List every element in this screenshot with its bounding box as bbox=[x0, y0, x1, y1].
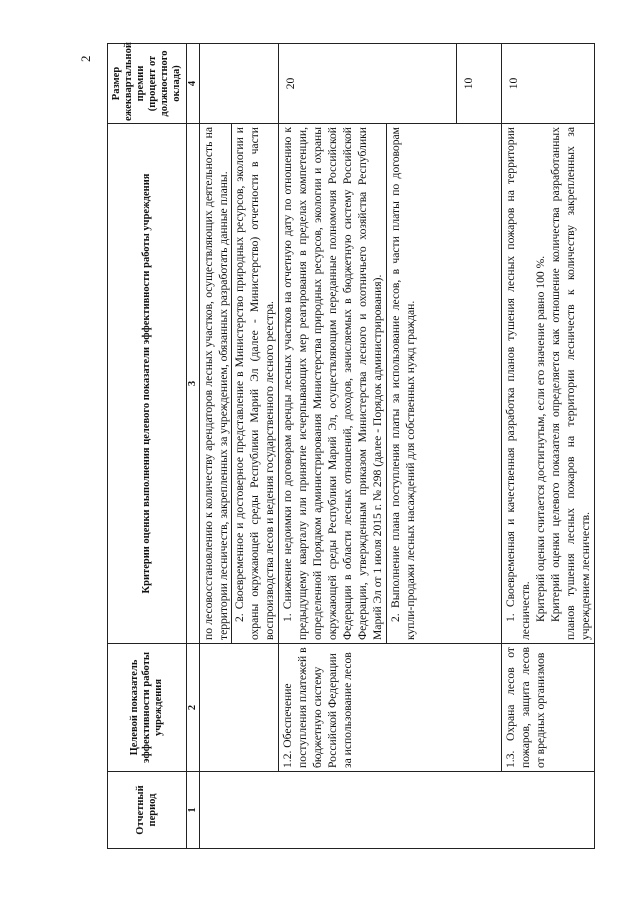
page-number: 2 bbox=[78, 55, 93, 62]
indicator-cell bbox=[200, 644, 279, 772]
criteria-cell bbox=[279, 124, 502, 644]
criteria-cell bbox=[200, 124, 279, 644]
period-cell bbox=[200, 772, 595, 849]
size-value: 10 bbox=[456, 44, 501, 123]
criteria-text: Критерий оценки считается достигнутым, если его значение равно 100 %. bbox=[534, 255, 547, 622]
criteria-cell bbox=[502, 124, 595, 644]
table-row bbox=[502, 44, 595, 849]
header-size: Размер ежеквартальной премии (процент от должностного оклада) bbox=[108, 44, 187, 124]
criteria-subcell bbox=[231, 124, 277, 643]
size-cell bbox=[279, 44, 502, 124]
rotated-table-container bbox=[107, 42, 592, 849]
criteria-table bbox=[107, 43, 595, 849]
indicator-cell: 1.2. Обеспечение поступления платежей в бюджетную систему Российской Федерации за использование лесов bbox=[279, 644, 502, 772]
criteria-text: 2. Выполнение плана поступления платы за использование лесов, в части платы по договорам купли-продажи лесных насаждений для собственных нужд граждан. bbox=[389, 127, 417, 640]
header-row bbox=[108, 44, 187, 849]
criteria-text: Критерий оценки целевого показателя определяется как отношение количества разработанных планов тушения лесных пожаров на территории лесничеств к количеству закрепленных за учреждением лесничеств. bbox=[549, 127, 592, 640]
col-number-4: 4 bbox=[187, 44, 200, 124]
col-number-3: 3 bbox=[187, 124, 200, 644]
criteria-text: 1. Снижение недоимки по договорам аренды лесных участков на отчетную дату по отношению к предыдущему кварталу или принятие исчерпывающих мер реагирования в пределах компетенции, определенной Порядком администрирования Министерства природных ресурсов, экологии и охраны окружающей среды Республики Марий Эл, осуществляющим переданные полномочия Российской Федерации в области лесных отношений, доходов, зачисляемых в бюджетную систему Российской Федерации, утвержденным приказом Министерства лесного и охотничьего хозяйства Республики Марий Эл от 1 июля 2015 г. № 298 (далее - Порядок администрирования). bbox=[281, 127, 384, 640]
header-indicator: Целевой показатель эффективности работы учреждения bbox=[108, 644, 187, 772]
col-number-2: 2 bbox=[187, 644, 200, 772]
indicator-cell: 1.3. Охрана лесов от пожаров, защита лесов от вредных организмов bbox=[502, 644, 595, 772]
table-row bbox=[279, 44, 502, 849]
criteria-text: 1. Своевременная и качественная разработка планов тушения лесных пожаров на территории лесничеств. bbox=[504, 127, 532, 640]
column-numbers-row bbox=[187, 44, 200, 849]
criteria-text: по лесовосстановлению к количеству арендаторов лесных участков, осуществляющих деятельность на территории лесничеств, закрепленных за учреждением, обязанных разработать данные планы. bbox=[202, 127, 230, 640]
criteria-text: 2. Своевременное и достоверное представление в Министерство природных ресурсов, экологии и охраны окружающей среды Республики Марий Эл (далее - Министерство) отчетности в части воспроизводства лесов и ведения государственного лесного реестра. bbox=[233, 127, 276, 640]
size-value: 20 bbox=[284, 77, 297, 90]
col-number-1: 1 bbox=[187, 772, 200, 849]
size-cell: 10 bbox=[502, 44, 595, 124]
header-criteria: Критерии оценки выполнения целевого показатели эффективности работы учреждения bbox=[108, 124, 187, 644]
header-period: Отчетный период bbox=[108, 772, 187, 849]
table-row bbox=[200, 44, 279, 849]
size-cell bbox=[200, 44, 279, 124]
